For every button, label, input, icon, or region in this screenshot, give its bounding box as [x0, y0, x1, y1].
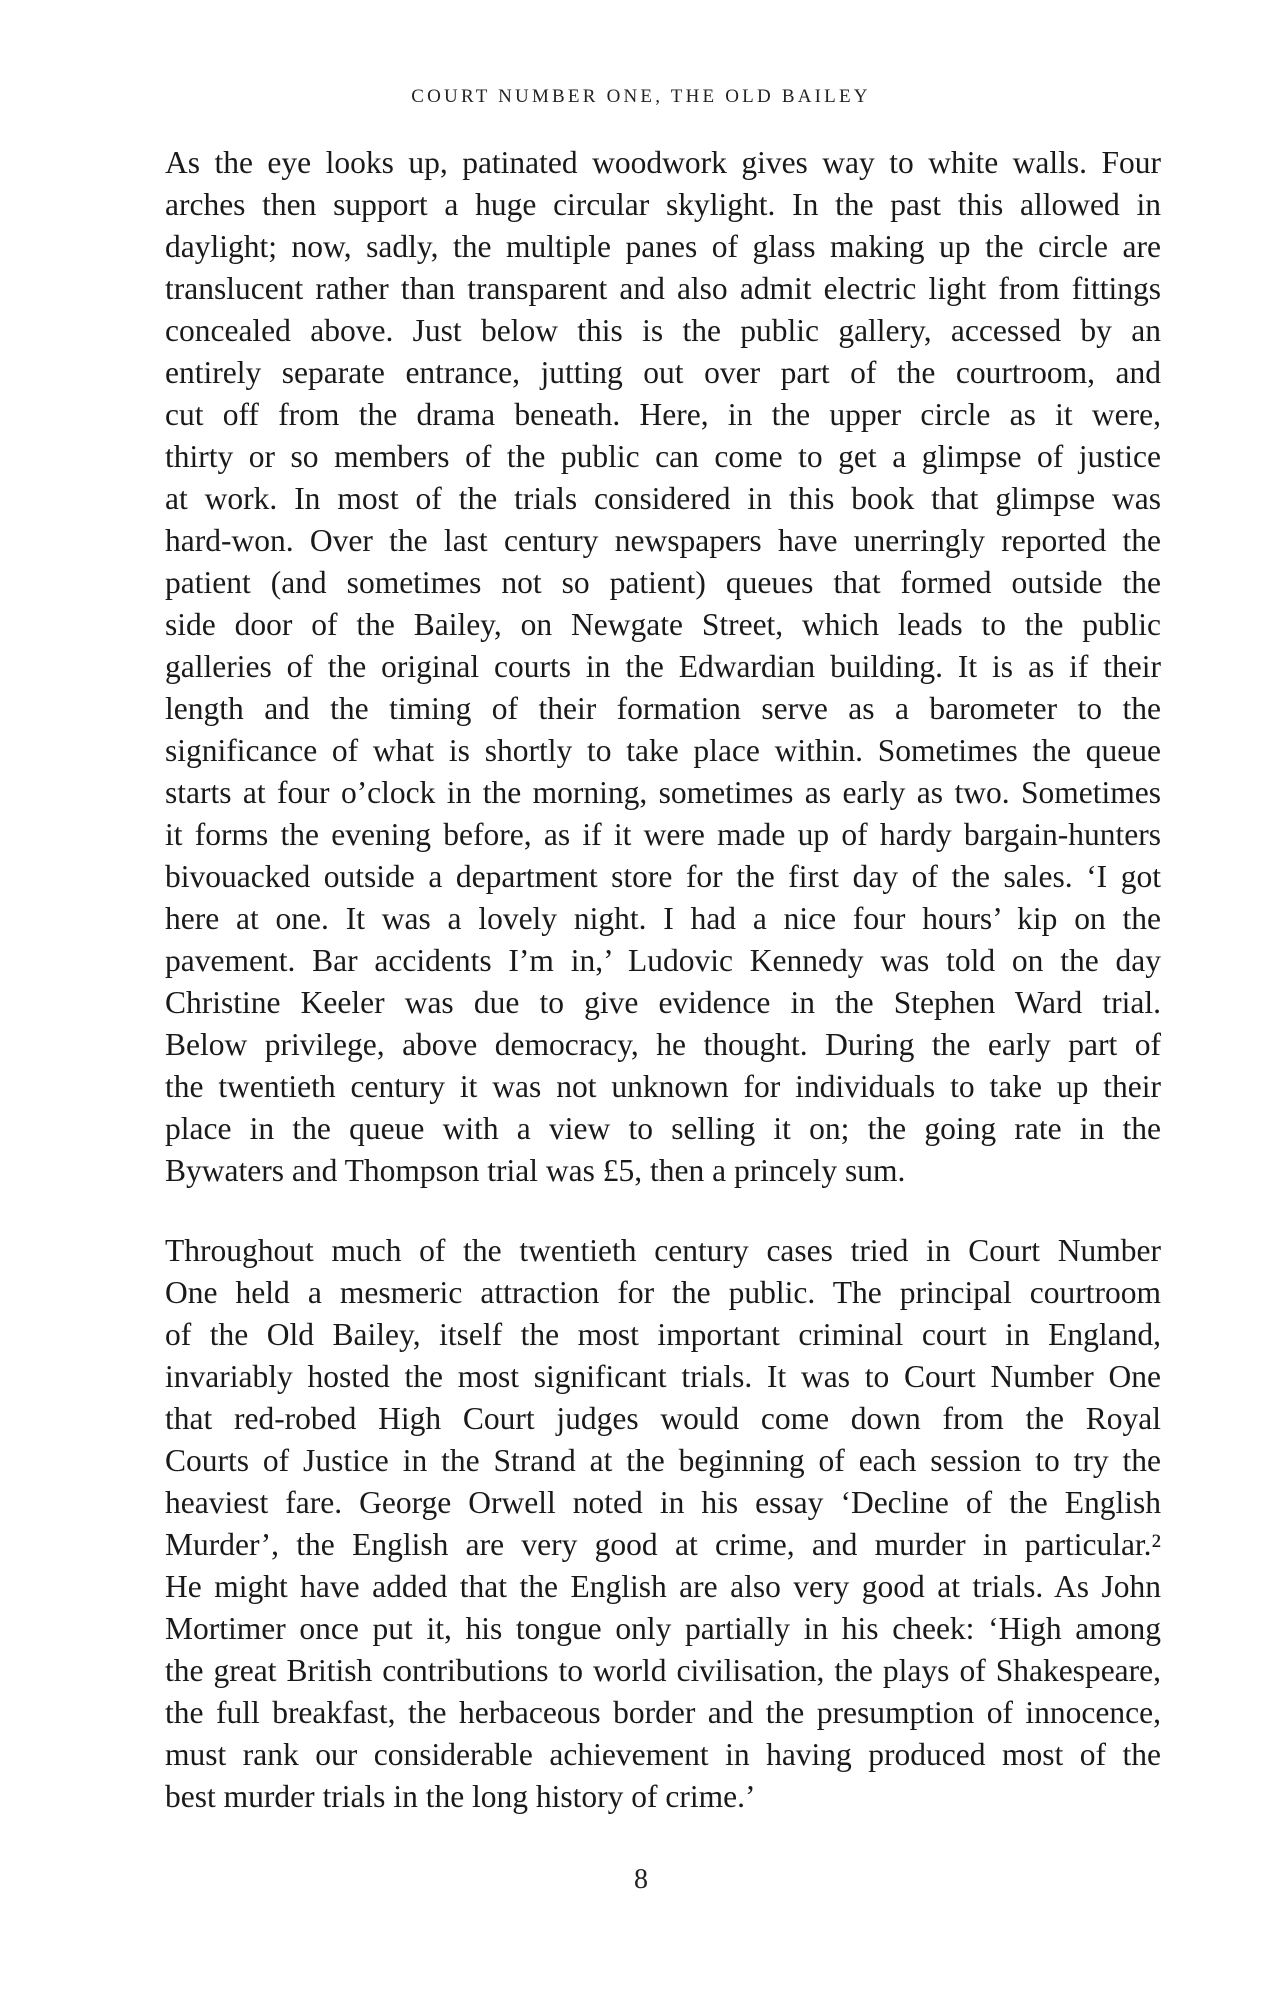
text-line: place in the queue with a view to selling it on; the going rate in the: [165, 1111, 1161, 1146]
running-head: COURT NUMBER ONE, THE OLD BAILEY: [411, 86, 871, 107]
text-line: it forms the evening before, as if it were made up of hardy bargain-hunters: [165, 817, 1161, 852]
text-line: arches then support a huge circular skylight. In the past this allowed in: [165, 187, 1161, 222]
text-line: length and the timing of their formation serve as a barometer to the: [165, 691, 1161, 726]
page-number: 8: [634, 1864, 648, 1895]
text-line: As the eye looks up, patinated woodwork gives way to white walls. Four: [165, 145, 1161, 180]
text-line: that red-robed High Court judges would come down from the Royal: [165, 1401, 1161, 1436]
text-line: thirty or so members of the public can come to get a glimpse of justice: [165, 439, 1161, 474]
text-line: significance of what is shortly to take place within. Sometimes the queue: [165, 733, 1161, 768]
text-line: patient (and sometimes not so patient) queues that formed outside the: [165, 565, 1161, 600]
text-line: the great British contributions to world civilisation, the plays of Shakespeare,: [165, 1653, 1161, 1688]
text-line: Christine Keeler was due to give evidence in the Stephen Ward trial.: [165, 985, 1161, 1020]
text-line: invariably hosted the most significant trials. It was to Court Number One: [165, 1359, 1161, 1394]
text-line: pavement. Bar accidents I’m in,’ Ludovic Kennedy was told on the day: [165, 943, 1161, 978]
text-line: entirely separate entrance, jutting out over part of the courtroom, and: [165, 355, 1161, 390]
text-line: One held a mesmeric attraction for the public. The principal courtroom: [165, 1275, 1161, 1310]
paragraph-1: [165, 142, 1161, 1192]
text-line: heaviest fare. George Orwell noted in his essay ‘Decline of the English: [165, 1485, 1161, 1520]
text-line: translucent rather than transparent and also admit electric light from fittings: [165, 271, 1161, 306]
text-line: must rank our considerable achievement in having produced most of the: [165, 1737, 1161, 1772]
paragraph-2: [165, 1230, 1161, 1818]
text-line: concealed above. Just below this is the public gallery, accessed by an: [165, 313, 1161, 348]
text-line: the full breakfast, the herbaceous border and the presumption of innocence,: [165, 1695, 1161, 1730]
text-line: hard-won. Over the last century newspapers have unerringly reported the: [165, 523, 1161, 558]
text-line: Courts of Justice in the Strand at the beginning of each session to try the: [165, 1443, 1161, 1478]
text-line: He might have added that the English are also very good at trials. As John: [165, 1569, 1161, 1604]
text-line: Mortimer once put it, his tongue only partially in his cheek: ‘High among: [165, 1611, 1161, 1646]
text-line: side door of the Bailey, on Newgate Street, which leads to the public: [165, 607, 1161, 642]
text-line: at work. In most of the trials considered in this book that glimpse was: [165, 481, 1161, 516]
text-line: Below privilege, above democracy, he thought. During the early part of: [165, 1027, 1161, 1062]
text-line: cut off from the drama beneath. Here, in the upper circle as it were,: [165, 397, 1161, 432]
text-line: best murder trials in the long history of crime.’: [165, 1779, 756, 1814]
text-line: Murder’, the English are very good at crime, and murder in particular.²: [165, 1527, 1161, 1562]
text-line: galleries of the original courts in the Edwardian building. It is as if their: [165, 649, 1161, 684]
text-line: the twentieth century it was not unknown for individuals to take up their: [165, 1069, 1161, 1104]
text-line: here at one. It was a lovely night. I had a nice four hours’ kip on the: [165, 901, 1161, 936]
text-line: Throughout much of the twentieth century cases tried in Court Number: [165, 1233, 1161, 1268]
text-line: bivouacked outside a department store for the first day of the sales. ‘I got: [165, 859, 1161, 894]
text-line: of the Old Bailey, itself the most important criminal court in England,: [165, 1317, 1161, 1352]
text-line: daylight; now, sadly, the multiple panes of glass making up the circle are: [165, 229, 1161, 264]
text-line: starts at four o’clock in the morning, sometimes as early as two. Sometimes: [165, 775, 1161, 810]
text-line: Bywaters and Thompson trial was £5, then a princely sum.: [165, 1153, 906, 1188]
